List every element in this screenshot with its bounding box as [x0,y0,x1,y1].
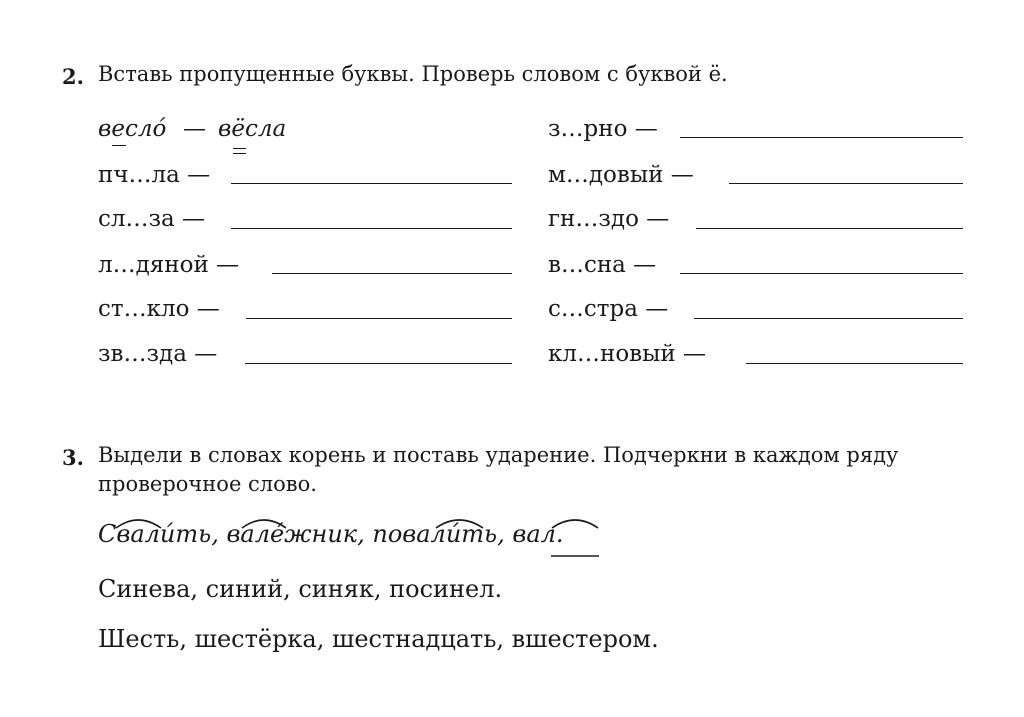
task2-number: 2. [62,64,84,89]
right-item-4: в…сна — [548,252,657,278]
example-check-word: вёсла [218,116,287,142]
task3-row3: Шесть, шестёрка, шестнадцать, вшестером. [98,625,659,653]
task3-example-row: Свали́ть, вале́жник, повали́ть, вал. [98,520,564,548]
task3-number: 3. [62,445,84,470]
left-item-5: зв…зда — [98,341,218,367]
root-arc-3 [436,520,483,528]
right-item-1: з…рно — [548,116,658,142]
task3-row2: Синева, синий, синяк, посинел. [98,575,503,603]
left-item-2: сл…за — [98,206,206,232]
right-item-5: с…стра — [548,296,669,322]
task3-instruction-line2: проверочное слово. [98,472,317,496]
root-arc-1 [116,520,161,528]
task2-instruction: Вставь пропущенные буквы. Проверь словом с буквой ё. [98,62,728,86]
root-arc-4 [552,520,598,528]
right-item-2: м…довый — [548,162,694,188]
left-item-1: пч…ла — [98,162,211,188]
example-word: весло́ [98,116,167,142]
left-item-4: ст…кло — [98,296,220,322]
root-arc-2 [242,520,286,528]
left-item-3: л…дяной — [98,252,240,278]
task3-instruction-line1: Выдели в словах корень и поставь ударение. Подчеркни в каждом ряду [98,443,899,467]
right-item-6: кл…новый — [548,341,707,367]
right-item-3: гн…здо — [548,206,670,232]
example-dash: — [183,116,206,142]
